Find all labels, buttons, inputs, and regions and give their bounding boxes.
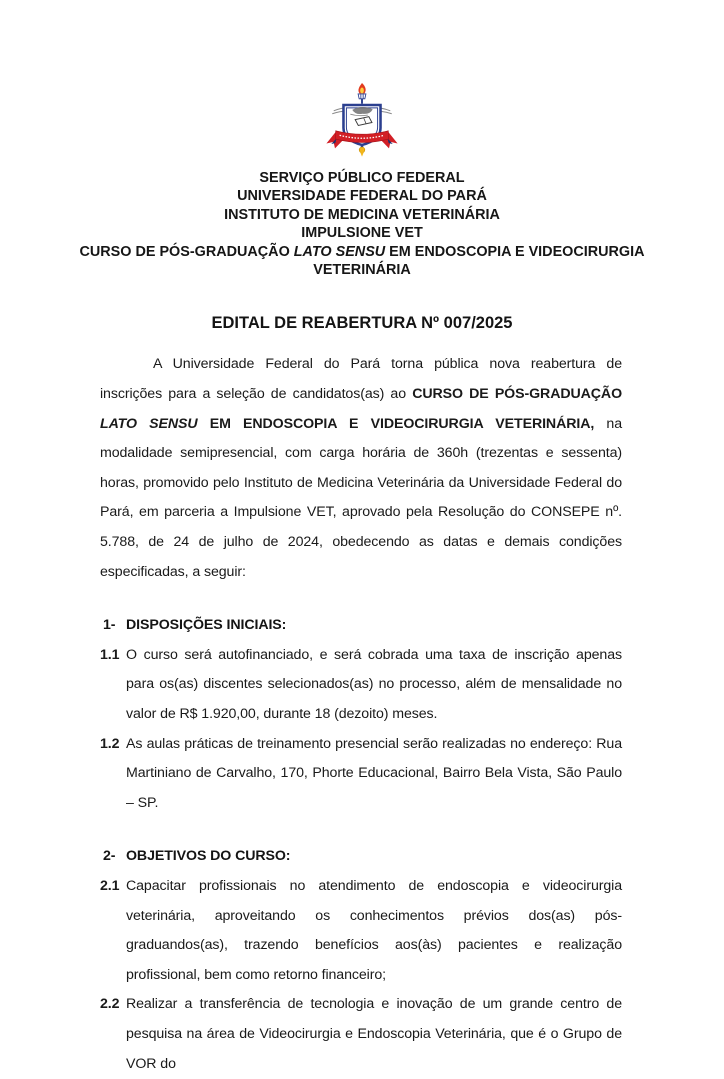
header-line-curso: CURSO DE PÓS-GRADUAÇÃO LATO SENSU EM ENDOSCOPIA E VIDEOCIRURGIA VETERINÁRIA <box>79 243 645 279</box>
clause-item-1-2 <box>100 730 622 819</box>
section-number: 1- <box>103 617 116 634</box>
clause-item-2-2 <box>100 990 622 1079</box>
section-1-heading <box>100 611 622 641</box>
clause-number: 2.2 <box>100 996 120 1013</box>
section-heading-label: OBJETIVOS DO CURSO: <box>126 848 291 865</box>
clause-item-2-1 <box>100 872 622 990</box>
header-org-block <box>72 169 652 279</box>
header-line-impulsione: IMPULSIONE VET <box>301 225 423 242</box>
section-2-heading <box>100 842 622 872</box>
torch-stem <box>361 99 363 104</box>
lato-sensu-bold-italic: LATO SENSU <box>100 415 198 432</box>
clause-text: Realizar a transferência de tecnologia e inovação de um grande centro de pesquisa na área de Videocirurgia e Endoscopia Veterinária, que é o Grupo de VOR do <box>126 996 622 1072</box>
document-body <box>100 350 622 1079</box>
header-line-servico: SERVIÇO PÚBLICO FEDERAL <box>259 170 465 186</box>
section-number: 2- <box>103 848 116 865</box>
logo-container <box>0 0 724 164</box>
clause-number: 1.1 <box>100 646 120 663</box>
clause-text: Capacitar profissionais no atendimento de endoscopia e videocirurgia veterinária, aproveitando os conhecimentos prévios dos(as) pós-graduandos(as), trazendo benefícios aos(às) pacientes e realização profissional, bem como retorno financeiro; <box>126 877 622 983</box>
clause-number: 2.1 <box>100 877 120 894</box>
clause-text: As aulas práticas de treinamento presencial serão realizadas no endereço: Rua Martiniano de Carvalho, 170, Phorte Educacional, Bairro Bela Vista, São Paulo – SP. <box>126 735 622 811</box>
document-title: EDITAL DE REABERTURA Nº 007/2025 <box>211 314 513 333</box>
tassel <box>359 144 365 157</box>
clause-number: 1.2 <box>100 735 120 752</box>
header-line-instituto: INSTITUTO DE MEDICINA VETERINÁRIA <box>224 206 500 223</box>
header-line-universidade: UNIVERSIDADE FEDERAL DO PARÁ <box>237 188 487 205</box>
ufpa-crest-logo <box>323 82 401 164</box>
clause-text: O curso será autofinanciado, e será cobrada uma taxa de inscrição apenas para os(as) discentes selecionados(as) no processo, além de mensalidade no valor de R$ 1.920,00, durante 18 (dezoito) meses. <box>126 646 622 722</box>
lato-sensu-italic: LATO SENSU <box>293 243 386 260</box>
section-heading-label: DISPOSIÇÕES INICIAIS: <box>126 617 287 634</box>
clause-item-1-1 <box>100 641 622 730</box>
intro-paragraph: A Universidade Federal do Pará torna pública nova reabertura de inscrições para a seleção de candidatos(as) ao CURSO DE PÓS-GRADUAÇÃO LATO SENSU EM ENDOSCOPIA E VIDEOCIRURGIA VETERINÁRIA, na modalidade semipresencial, com carga horária de 360h (trezentas e sessenta) horas, promovido pelo Instituto de Medicina Veterinária da Universidade Federal do Pará, em parceria a Impulsione VET, aprovado pela Resolução do CONSEPE nº. 5.788, de 24 de julho de 2024, obedecendo as datas e demais condições especificadas, a seguir: <box>100 356 622 580</box>
